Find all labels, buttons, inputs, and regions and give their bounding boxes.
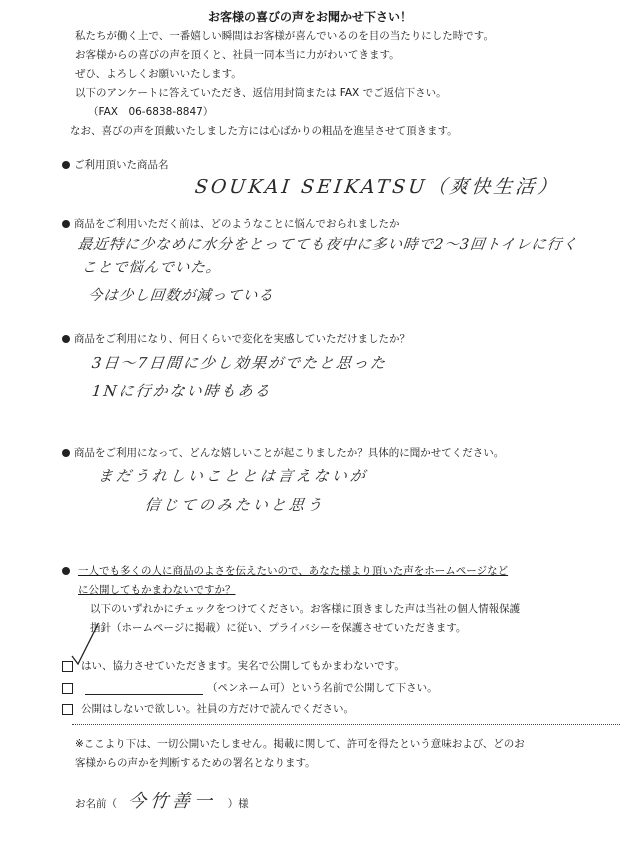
intro-line: ぜひ、よろしくお願いいたします。 [75, 68, 242, 80]
consent-question: に公開してもかまわないですか？ [78, 584, 236, 596]
check-mark-icon [64, 622, 100, 666]
intro-line: お客様からの喜びの声を頂くと、社員一同本当に力がわいてきます。 [75, 49, 400, 61]
checkbox-no-publish[interactable] [62, 704, 73, 715]
signature: 今竹善一 [127, 791, 218, 812]
checkbox-pen-name[interactable] [62, 683, 73, 694]
bullet-icon [62, 161, 70, 169]
option-no-publish[interactable]: 公開はしないで欲しい。社員の方だけで読んでください。 [62, 701, 354, 716]
question-days-to-effect: 商品をご利用になり、何日くらいで変化を実感していただけましたか？ [62, 331, 410, 346]
divider [72, 724, 620, 725]
bullet-icon [62, 567, 70, 575]
answer-before-use: 今は少し回数が減っている [87, 288, 275, 304]
consent-question: 一人でも多くの人に商品のよさを伝えたいので、あなた様より頂いた声をホームページなど [78, 565, 509, 577]
answer-before-use: 最近特に少なめに水分をとってても夜中に多い時で2～3回トイレに行く [77, 237, 579, 253]
answer-days-to-effect: 3日～7日間に少し効果がでたと思った [91, 354, 388, 372]
answer-days-to-effect: 1Nに行かない時もある [91, 382, 273, 400]
bullet-icon [62, 335, 70, 343]
option-pen-name[interactable]: （ペンネーム可）という名前で公開して下さい。 [62, 680, 438, 695]
answer-product-name: SOUKAI SEIKATSU（爽快生活） [193, 176, 561, 198]
option-real-name[interactable]: はい、協力させていただきます。実名で公開してもかまわないです。 [62, 658, 405, 673]
name-row [75, 787, 249, 813]
answer-before-use: ことで悩んでいた。 [81, 260, 223, 276]
privacy-note: ※ここより下は、一切公開いたしません。掲載に関して、許可を得たという意味および、どのお 客様からの声かを判断するための署名となります。 [75, 738, 525, 769]
pen-name-field[interactable] [85, 684, 203, 695]
bullet-icon [62, 449, 70, 457]
question-happy-outcome: 商品をご利用になって、どんな嬉しいことが起こりましたか？具体的に聞かせてください。 [62, 445, 504, 460]
intro-line: 以下のアンケートに答えていただき、返信用封筒または FAX でご返信下さい。 [75, 87, 447, 99]
page-title: お客様の喜びの声をお聞かせ下さい！ [207, 10, 412, 24]
name-suffix: ）様 [227, 798, 249, 810]
bullet-icon [62, 220, 70, 228]
question-product-name: ご利用頂いた商品名 [62, 157, 169, 172]
intro-line: なお、喜びの声を頂戴いたしました方には心ばかりの粗品を進呈させて頂きます。 [70, 125, 458, 137]
answer-happy-outcome: 信じてのみたいと思う [144, 496, 326, 514]
consent-instructions: 以下のいずれかにチェックをつけてください。お客様に頂きました声は当社の個人情報保護 [90, 603, 521, 615]
consent-instructions: 指針（ホームページに掲載）に従い、プライバシーを保護させていただきます。 [90, 622, 467, 634]
fax-number: （FAX 06-6838-8847） [88, 106, 214, 118]
name-label: お名前（ [75, 798, 117, 810]
consent-section [62, 562, 520, 638]
intro-line: 私たちが働く上で、一番嬉しい瞬間はお客様が喜んでいるのを目の当たりにした時です。 [75, 30, 494, 42]
answer-happy-outcome: まだうれしいこととは言えないが [97, 467, 369, 485]
question-before-use: 商品をご利用いただく前は、どのようなことに悩んでおられましたか [62, 216, 400, 231]
